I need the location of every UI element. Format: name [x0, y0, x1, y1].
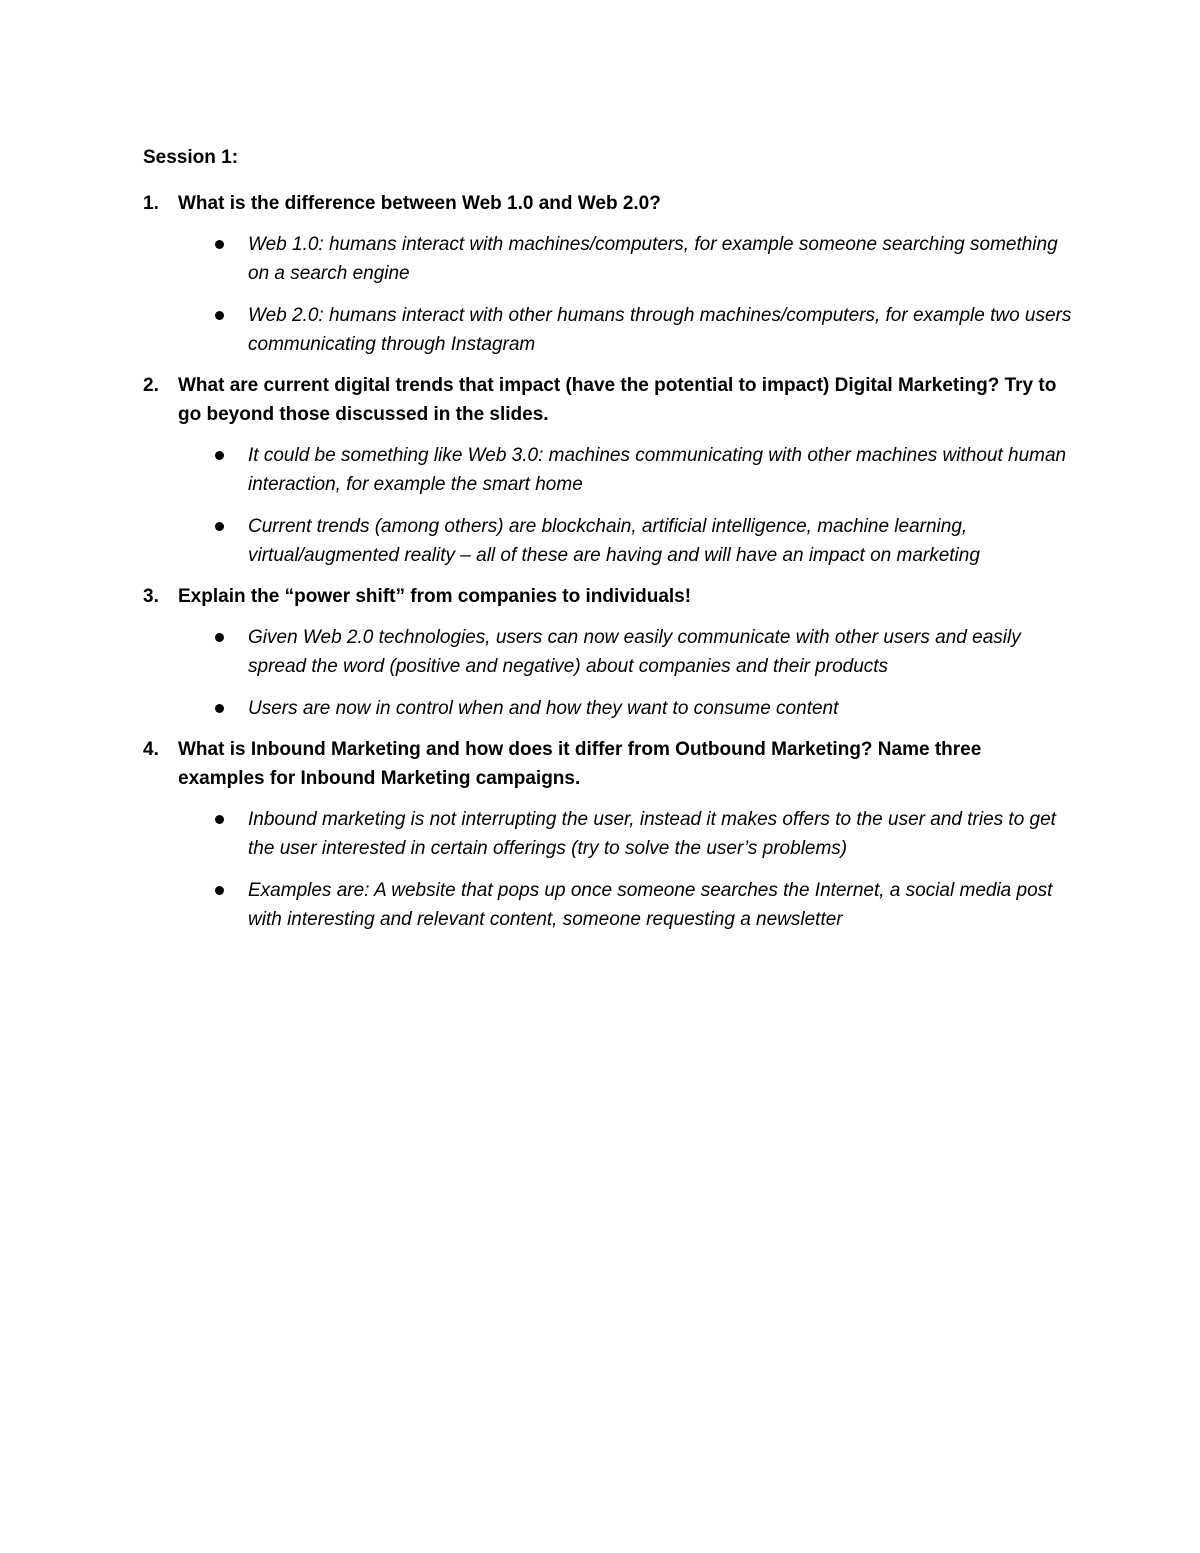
answer-list — [178, 230, 1073, 359]
answer-item — [178, 512, 1073, 570]
bullet-icon — [215, 815, 224, 824]
answer-text: It could be something like Web 3.0: machines communicating with other machines without human interaction, for example the smart home — [248, 445, 1067, 495]
answer-item — [178, 623, 1073, 681]
answer-text: Current trends (among others) are blockchain, artificial intelligence, machine learning, virtual/augmented reality – all of these are having and will have an impact on marketing — [248, 516, 980, 566]
document-content — [143, 143, 1073, 946]
bullet-icon — [215, 633, 224, 642]
answer-item — [178, 230, 1073, 288]
answer-text: Inbound marketing is not interrupting the user, instead it makes offers to the user and tries to get the user interested in certain offerings (try to solve the user’s problems) — [248, 809, 1056, 859]
answer-text: Given Web 2.0 technologies, users can now easily communicate with other users and easily spread the word (positive and negative) about companies and their products — [248, 627, 1021, 677]
question-text: What is the difference between Web 1.0 and Web 2.0? — [178, 193, 661, 214]
question-number: 3. — [143, 586, 159, 607]
question-text: Explain the “power shift” from companies to individuals! — [178, 586, 692, 607]
answer-text: Web 1.0: humans interact with machines/computers, for example someone searching something on a search engine — [248, 234, 1058, 284]
answer-list — [178, 441, 1073, 570]
answer-list — [178, 805, 1073, 934]
answer-item — [178, 694, 1073, 723]
question-text: What are current digital trends that impact (have the potential to impact) Digital Marketing? Try to go beyond those discussed in the slides. — [178, 375, 1057, 425]
answer-item — [178, 876, 1073, 934]
bullet-icon — [215, 886, 224, 895]
answer-text: Examples are: A website that pops up once someone searches the Internet, a social media post with interesting and relevant content, someone requesting a newsletter — [248, 880, 1053, 930]
answer-item — [178, 441, 1073, 499]
question-4 — [143, 735, 1073, 934]
answer-item — [178, 805, 1073, 863]
question-number: 2. — [143, 375, 159, 396]
session-title: Session 1: — [143, 147, 239, 168]
question-3 — [143, 582, 1073, 723]
answer-item — [178, 301, 1073, 359]
bullet-icon — [215, 240, 224, 249]
bullet-icon — [215, 704, 224, 713]
question-2 — [143, 371, 1073, 570]
question-number: 4. — [143, 739, 159, 760]
bullet-icon — [215, 522, 224, 531]
question-text: What is Inbound Marketing and how does it differ from Outbound Marketing? Name three examples for Inbound Marketing campaigns. — [178, 739, 982, 789]
answer-text: Users are now in control when and how they want to consume content — [248, 698, 839, 719]
answer-text: Web 2.0: humans interact with other humans through machines/computers, for example two users communicating through Instagram — [248, 305, 1072, 355]
answer-list — [178, 623, 1073, 723]
question-1 — [143, 189, 1073, 359]
question-number: 1. — [143, 193, 159, 214]
bullet-icon — [215, 451, 224, 460]
bullet-icon — [215, 311, 224, 320]
